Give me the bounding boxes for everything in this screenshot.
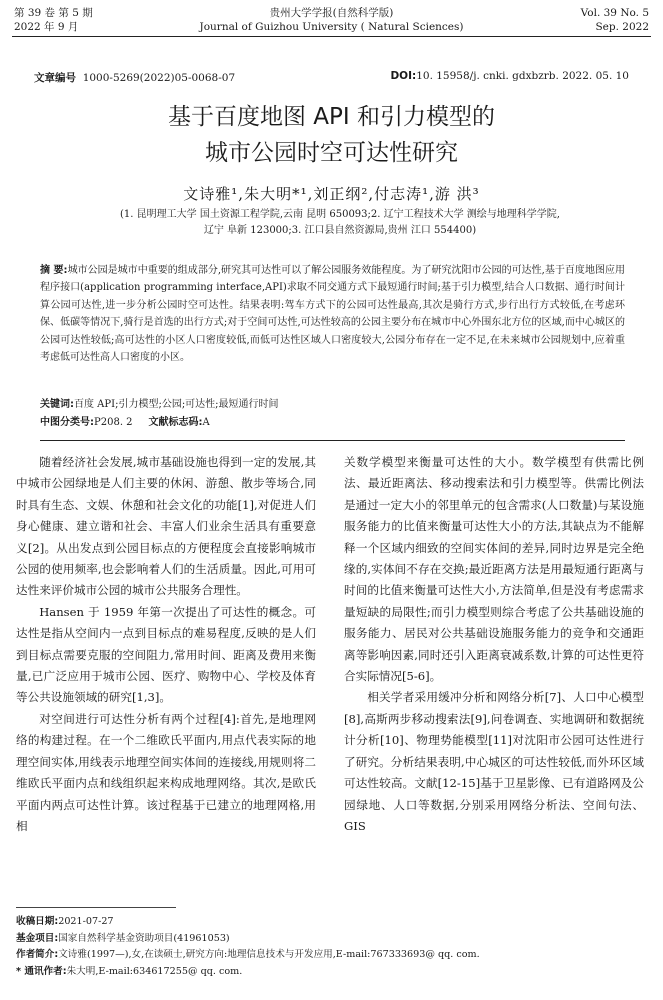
footnotes xyxy=(16,914,646,980)
paragraph: Hansen 于 1959 年第一次提出了可达性的概念。可达性是指从空间内一点到目标点的难易程度,反映的是人们到目标点需要克服的空间阻力,常用时间、距离及费用来衡量,已广泛应用于城市公园、医疗、购物中心、学校及体育等公共设施领域的研究[1,3]。 xyxy=(16,604,316,705)
classification xyxy=(40,414,625,431)
paragraph: 相关学者采用缓冲分析和网络分析[7]、人口中心模型[8],高斯两步移动搜索法[9],问卷调查、实地调研和数据统计分析[10]、物理势能模型[11]对沈阳市公园可达性进行了研究。分析结果表明,中心城区的可达性较低,而外环区域可达性较高。文献[12-15]基于卫星影像、已有道路网及公园绿地、人口等数据,分别采用网络分析法、空间句法、GIS xyxy=(344,690,644,833)
paper-title-line1: 基于百度地图 API 和引力模型的 xyxy=(167,104,495,130)
abstract xyxy=(40,262,625,366)
abstract-rule xyxy=(40,440,625,441)
doi xyxy=(390,70,629,82)
doc-code-value: A xyxy=(202,417,210,428)
doc-code-label: 文献标志码: xyxy=(148,417,203,428)
journal-volume-en xyxy=(581,6,649,34)
keywords-text: 百度 API;引力模型;公园;可达性;最短通行时间 xyxy=(74,399,279,410)
abstract-label: 摘 要: xyxy=(40,265,68,276)
footnote-rule xyxy=(16,907,176,908)
body-left-column xyxy=(16,452,316,837)
clc-label: 中图分类号: xyxy=(40,417,94,428)
article-number-value: 1000-5269(2022)05-0068-07 xyxy=(82,72,236,84)
footnote-received: 收稿日期:2021-07-27 xyxy=(16,916,114,927)
paragraph: 对空间进行可达性分析有两个过程[4]:首先,是地理网络的构建过程。在一个二维欧氏平面内,用点代表实际的地理空间实体,用线表示地理空间实体间的连接线,用规则将二维欧氏平面内点和线组织起来构成地理网络。其次,是欧氏平面内两点可达性计算。该过程基于已建立的地理网格,用相 xyxy=(16,711,316,833)
affiliation-line2: 辽宁 阜新 123000;3. 江口县自然资源局,贵州 江口 554400) xyxy=(203,225,477,236)
article-number-label: 文章编号 xyxy=(34,72,76,84)
affiliations xyxy=(60,207,620,239)
paragraph: 关数学模型来衡量可达性的大小。数学模型有供需比例法、最近距离法、移动搜索法和引力模型等。供需比例法是通过一定大小的邻里单元的包含需求(人口数量)与某设施服务能力的比值来衡量可达性大小的方法,其缺点为不能解释一个区域内细致的空间实体间的差异,同时边界是完全绝缘的,实体间不存在交换;最近距离方法是用最短通行距离与时间的比值来衡量可达性大小,方法简单,但是没有考虑需求量短缺的局限性;而引力模型则综合考虑了公共基础设施的服务能力、居民对公共基础设施服务能力的竞争和交通距离等影响因素,同时还引入距离衰减系数,计算的可达性更符合实际情况[5-6]。 xyxy=(344,455,644,684)
article-number xyxy=(34,70,235,85)
date-en: Sep. 2022 xyxy=(595,21,649,33)
paragraph: 随着经济社会发展,城市基础设施也得到一定的发展,其中城市公园绿地是人们主要的休闲、游憩、散步等场合,同时具有生态、文娱、休憩和社会文化的功能[1],对促进人们身心健康、建立谐和社会、丰富人们业余生活具有重要意义[2]。从出发点到公园目标点的方便程度会直接影响城市公园的使用频率,也会影响着人们的生活质量。因此,可用可达性来评价城市公园的城市公共服务合理性。 xyxy=(16,455,316,598)
doi-label: DOI: xyxy=(390,70,417,82)
author-list: 文诗雅¹,朱大明*¹,刘正纲²,付志涛¹,游 洪³ xyxy=(183,185,480,203)
clc-value: P208. 2 xyxy=(94,417,133,428)
doi-value: 10. 15958/j. cnki. gdxbzrb. 2022. 05. 10 xyxy=(416,70,629,82)
footnote-corresponding: * 通讯作者:朱大明,E-mail:634617255@ qq. com. xyxy=(16,965,243,977)
volume-en: Vol. 39 No. 5 xyxy=(580,7,649,19)
affiliation-line1: (1. 昆明理工大学 国土资源工程学院,云南 昆明 650093;2. 辽宁工程技术大学 测绘与地理科学学院, xyxy=(120,209,560,220)
journal-title-en: Journal of Guizhou University ( Natural Sciences) xyxy=(199,21,464,33)
abstract-text: 城市公园是城市中重要的组成部分,研究其可达性可以了解公园服务效能程度。为了研究沈阳市公园的可达性,基于百度地图应用程序接口(application programming interface,API)求取不同交通方式下最短通行时间;基于引力模型,结合人口数据、通行时间计算公园可达性,进一步分析公园时空可达性。结果表明:驾车方式下的公园可达性最高,其次是骑行方式,步行出行方式较低,在考虑环保、低碳等情况下,骑行是首选的出行方式;对于空间可达性,可达性较高的公园主要分布在城市中心外围东北方位的区域,而中心城区的公园可达性较低;高可达性的小区人口密度较低,而低可达性区域人口密度较大,公园分布存在一定不足,在未来城市公园规划中,应着重考虑低可达性高人口密度的小区。 xyxy=(40,265,626,364)
footnote-author: 作者简介:文诗雅(1997—),女,在读硕士,研究方向:地理信息技术与开发应用,E-mail:767333693@ qq. com. xyxy=(16,949,480,960)
paper-title-line2: 城市公园时空可达性研究 xyxy=(205,140,458,166)
journal-title-cn: 贵州大学学报(自然科学版) xyxy=(269,7,394,19)
publication-date: 2022 年 9 月 xyxy=(14,21,79,33)
body-right-column xyxy=(344,452,644,837)
header-rule xyxy=(12,36,651,37)
keywords-label: 关键词: xyxy=(40,399,74,410)
keywords xyxy=(40,396,625,413)
journal-title xyxy=(0,6,663,34)
footnote-fund: 基金项目:国家自然科学基金资助项目(41961053) xyxy=(16,932,230,944)
volume-issue: 第 39 卷 第 5 期 xyxy=(14,7,93,19)
